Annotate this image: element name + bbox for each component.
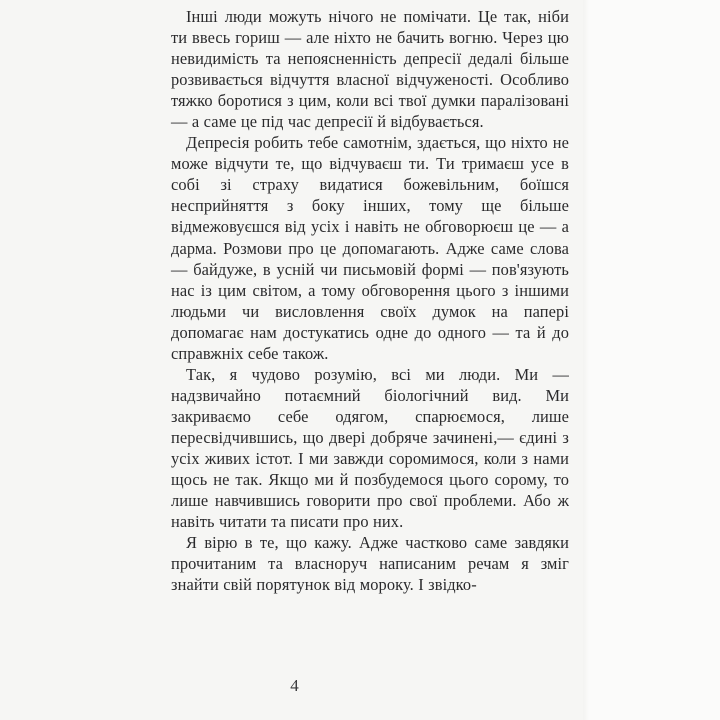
- page-text-column: [171, 6, 569, 595]
- paragraph-2: Депресія робить тебе самотнім, здається, що ніхто не може відчути те, що відчуваєш ти. Ти тримаєш усе в собі зі страху видатися божевільним, боїшся несприйняття з боку інших, тому ще більше відмежовуєшся від усіх і навіть не обговорюєш це — а дарма. Розмови про це допомагають. Адже саме слова — байдуже, в усній чи письмовій формі — пов'язують нас із цим світом, а тому обговорення цього з іншими людьми чи висловлення своїх думок на папері допомагає нам достукатись одне до одного — та й до справжніх себе також.: [171, 133, 569, 363]
- page-number: 4: [290, 676, 299, 695]
- paragraph-1: Інші люди можуть нічого не помічати. Це так, ніби ти ввесь гориш — але ніхто не бачить вогню. Через цю невидимість та непоясненність депресії дедалі більше розвивається відчуття власної відчуженості. Особливо тяжко боротися з цим, коли всі твої думки паралізовані — а саме це під час депресії й відбувається.: [171, 7, 569, 132]
- paragraph-4: Я вірю в те, що кажу. Адже частково саме завдяки прочитаним та власноруч написаним речам я зміг знайти свій порятунок від мороку. І звідко-: [171, 533, 569, 595]
- paragraph-3: Так, я чудово розумію, всі ми люди. Ми — надзвичайно потаємний біологічний вид. Ми закриваємо себе одягом, спарюємося, лише пересвідчившись, що двері добряче зачинені,— єдині з усіх живих істот. І ми завжди соромимося, коли з нами щось не так. Якщо ми й позбудемося цього сорому, то лише навчившись говорити про свої проблеми. Або ж навіть читати та писати про них.: [171, 364, 569, 532]
- page-outside-area: [589, 0, 720, 720]
